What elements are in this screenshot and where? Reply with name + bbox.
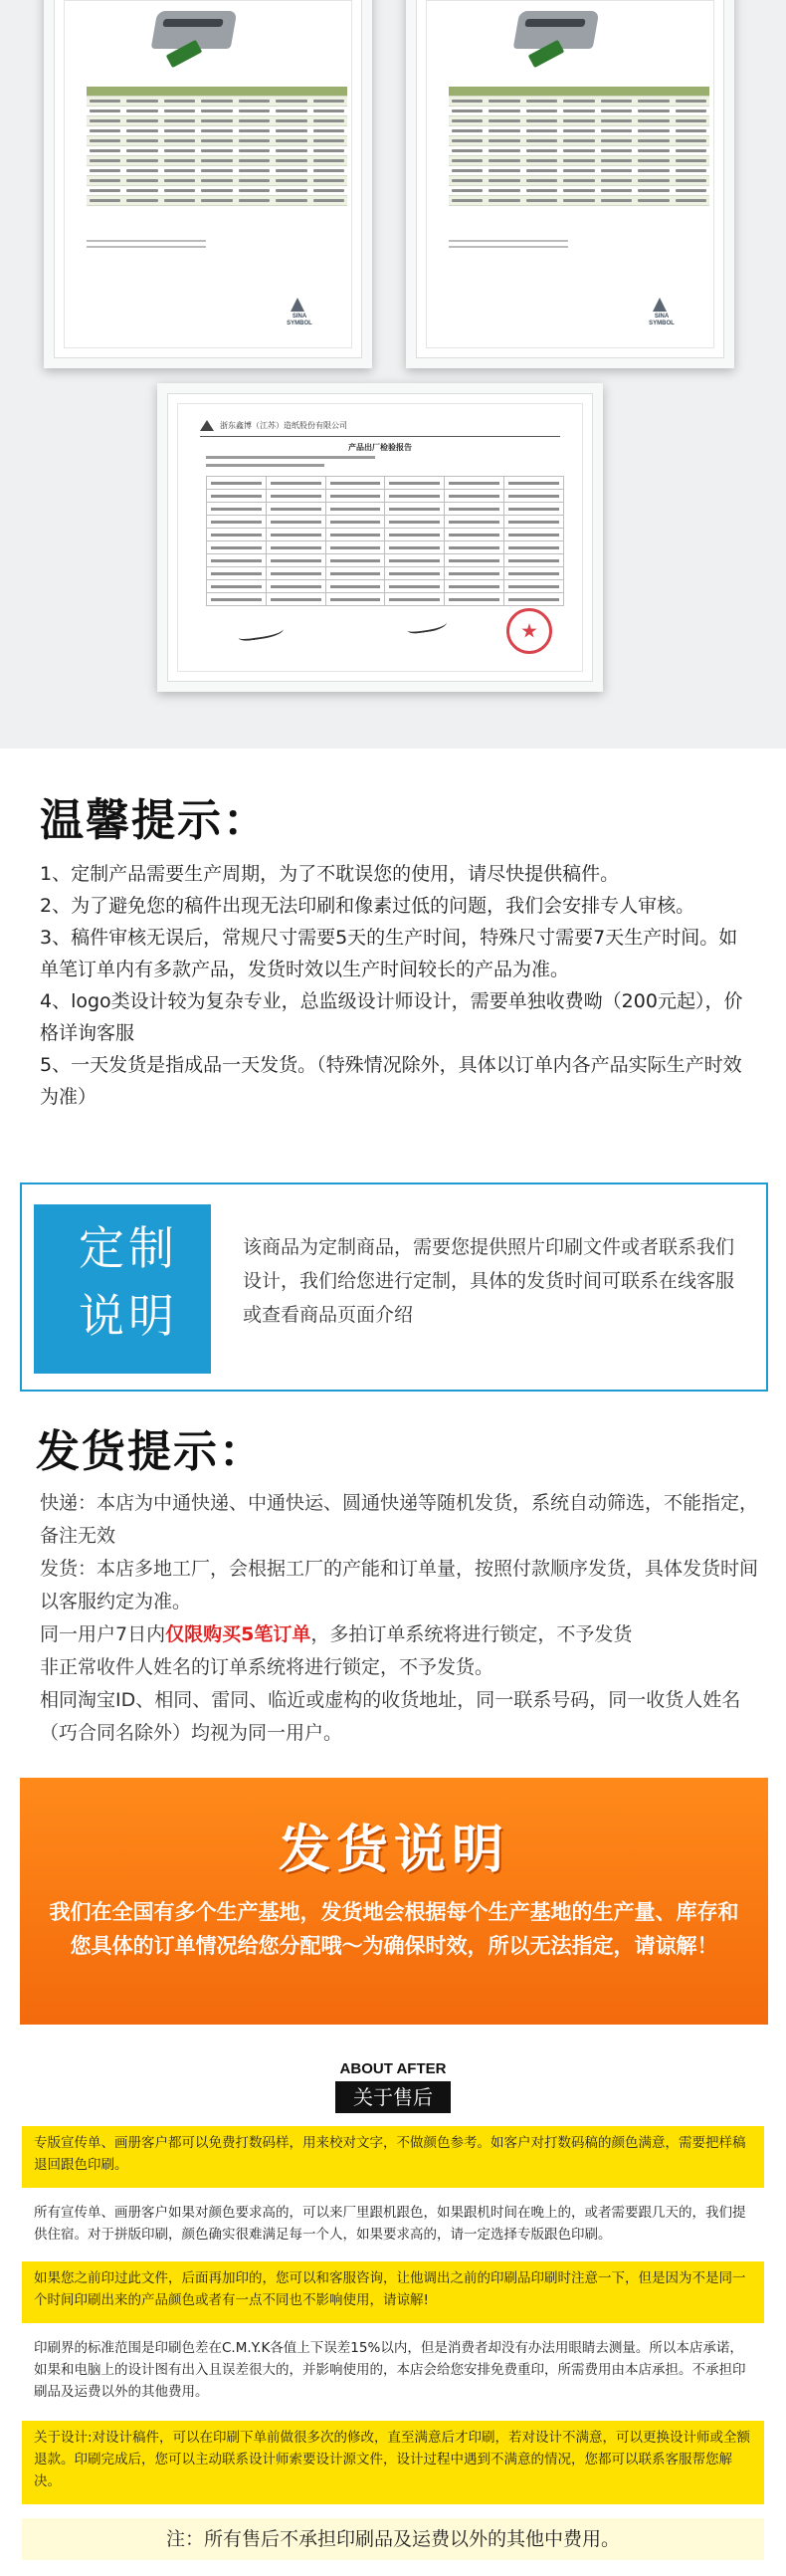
shipping-explanation-banner bbox=[20, 1778, 768, 2025]
certificate-notes bbox=[449, 240, 568, 252]
certificate-paper bbox=[64, 0, 352, 348]
logo-text: SINA SYMBOL bbox=[287, 314, 312, 326]
warm-tip-item: 1、定制产品需要生产周期，为了不耽误您的使用，请尽快提供稿件。 bbox=[40, 863, 620, 885]
signature-left bbox=[237, 622, 285, 642]
report-table bbox=[206, 476, 564, 606]
logo-triangle-icon bbox=[291, 298, 304, 312]
report-meta bbox=[206, 456, 375, 472]
shipping-tip-lock: 非正常收件人姓名的订单系统将进行锁定，不予发货。 bbox=[40, 1656, 494, 1678]
limit-text-tail: ，多拍订单系统将进行锁定，不予发货 bbox=[310, 1623, 633, 1645]
shipping-tips-list bbox=[40, 1487, 760, 1750]
shipping-tip-same-user: 相同淘宝ID、相同、雷同、临近或虚构的收货地址，同一联系号码，同一收货人姓名（巧合同名除外）均视为同一用户。 bbox=[40, 1689, 741, 1744]
certificate-paper bbox=[426, 0, 714, 348]
limit-text: 同一用户7日内 bbox=[40, 1623, 166, 1645]
scanner-illustration bbox=[511, 11, 606, 66]
after-sales-block: 关于设计:对设计稿件，可以在印刷下单前做很多次的修改，直至满意后才印刷，若对设计不满意，可以更换设计师或全额退款。印刷完成后，您可以主动联系设计师索要设计源文件，设计过程中遇到不满意的情况，您都可以联系客服帮您解决。 bbox=[22, 2421, 764, 2504]
header-rule bbox=[200, 436, 560, 437]
certificate-frame-bottom bbox=[157, 383, 603, 692]
shipping-tip-dispatch: 发货：本店多地工厂，会根据工厂的产能和订单量，按照付款顺序发货，具体发货时间以客服约定为准。 bbox=[40, 1558, 759, 1612]
after-sales-heading-en: ABOUT AFTER bbox=[339, 2060, 447, 2077]
limit-highlight: 仅限购买5笔订单 bbox=[165, 1623, 311, 1645]
warm-tips-list bbox=[40, 858, 748, 1113]
after-sales-block: 印刷界的标准范围是印刷色差在C.M.Y.K各值上下误差15%以内，但是消费者却没有办法用眼睛去测量。所以本店承诺，如果和电脑上的设计图有出入且误差很大的，并影响使用的，本店会给您安排免费重印，所需费用由本店承担。不承担印刷品及运费以外的其他费用。 bbox=[22, 2331, 764, 2415]
certificate-frame-left bbox=[44, 0, 372, 368]
inspection-report-paper bbox=[177, 403, 583, 672]
brand-logo bbox=[638, 298, 686, 325]
custom-notice-text: 该商品为定制商品，需要您提供照片印刷文件或者联系我们设计，我们给您进行定制，具体的发货时间可联系在线客服或查看商品页面介绍 bbox=[243, 1236, 735, 1326]
certificate-frame-right bbox=[406, 0, 734, 368]
report-company: 浙东鑫博（江苏）造纸股份有限公司 bbox=[220, 421, 347, 430]
logo-text: SINA SYMBOL bbox=[649, 314, 675, 326]
certificate-showcase bbox=[0, 0, 786, 749]
custom-notice-label-panel bbox=[34, 1204, 211, 1374]
certificate-notes bbox=[87, 240, 206, 252]
signature-right bbox=[406, 615, 448, 634]
logo-triangle-icon bbox=[653, 298, 667, 312]
after-sales-block: 如果您之前印过此文件，后面再加印的，您可以和客服咨询，让他调出之前的印刷品印刷时注意一下，但是因为不是同一个时间印刷出来的产品颜色或者有一点不同也不影响使用，请谅解! bbox=[22, 2261, 764, 2323]
warm-tips-title: 温馨提示： bbox=[40, 795, 269, 846]
after-sales-block: 专版宣传单、画册客户都可以免费打数码样，用来校对文字，不做颜色参考。如客户对打数码稿的颜色满意，需要把样稿退回跟色印刷。 bbox=[22, 2126, 764, 2188]
custom-notice-label: 定制说明 bbox=[79, 1221, 178, 1343]
scanner-illustration bbox=[149, 11, 244, 66]
banner-text: 我们在全国有多个生产基地，发货地会根据每个生产基地的生产量、库存和您具体的订单情况给您分配哦～为确保时效，所以无法指定，请谅解！ bbox=[49, 1900, 739, 1958]
shipping-tip-limit bbox=[40, 1618, 760, 1651]
report-header bbox=[200, 420, 347, 431]
shipping-tip-courier: 快递：本店为中通快递、中通快运、圆通快递等随机发货，系统自动筛选，不能指定，备注无效 bbox=[40, 1492, 759, 1547]
after-sales-heading-cn: 关于售后 bbox=[335, 2081, 451, 2113]
certificate-data-table bbox=[87, 87, 347, 206]
banner-title: 发货说明 bbox=[278, 1821, 509, 1880]
warm-tip-item: 3、稿件审核无误后，常规尺寸需要5天的生产时间，特殊尺寸需要7天生产时间。如单笔订单内有多款产品，发货时效以生产时间较长的产品为准。 bbox=[40, 927, 738, 980]
red-seal-stamp bbox=[506, 608, 552, 654]
warm-tip-item: 5、一天发货是指成品一天发货。（特殊情况除外，具体以订单内各产品实际生产时效为准） bbox=[40, 1054, 742, 1108]
report-title: 产品出厂检验报告 bbox=[348, 443, 412, 452]
after-sales-footer-note: 注：所有售后不承担印刷品及运费以外的其他中费用。 bbox=[22, 2518, 764, 2560]
shipping-tips-title: 发货提示： bbox=[36, 1426, 265, 1477]
company-logo-icon bbox=[200, 420, 214, 431]
after-sales-block: 所有宣传单、画册客户如果对颜色要求高的，可以来厂里跟机跟色，如果跟机时间在晚上的，或者需要跟几天的，我们提供住宿。对于拼版印刷，颜色确实很难满足每一个人，如果要求高的，请一定选择专版跟色印刷。 bbox=[22, 2196, 764, 2255]
brand-logo bbox=[276, 298, 323, 325]
custom-notice-box bbox=[20, 1182, 768, 1392]
warm-tip-item: 4、logo类设计较为复杂专业，总监级设计师设计，需要单独收费呦（200元起），价格详询客服 bbox=[40, 990, 743, 1044]
certificate-data-table bbox=[449, 87, 709, 206]
warm-tip-item: 2、为了避免您的稿件出现无法印刷和像素过低的问题，我们会安排专人审核。 bbox=[40, 895, 695, 917]
